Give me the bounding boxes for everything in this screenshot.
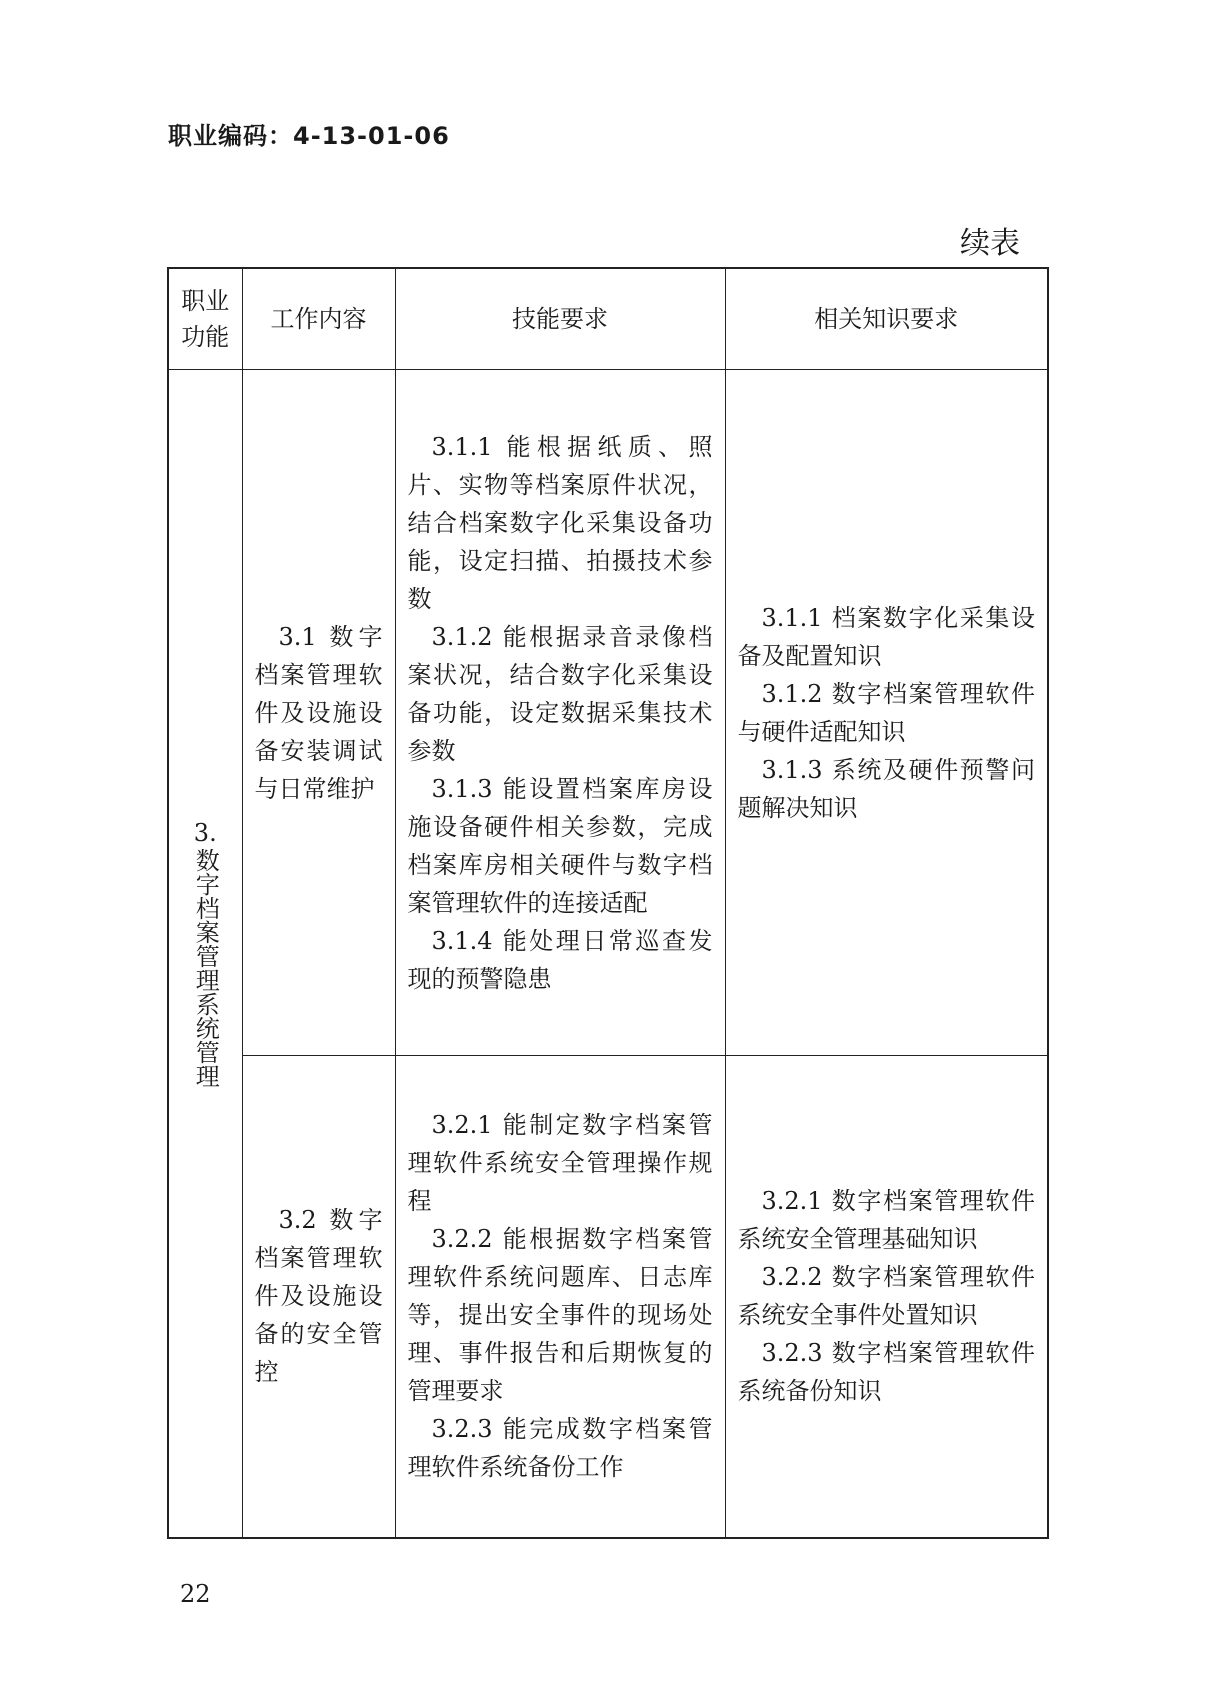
knowledge-item: 3.2.2 数字档案管理软件系统安全事件处置知识 — [737, 1263, 1035, 1330]
function-number: 3. — [193, 819, 217, 848]
continued-label: 续表 — [960, 226, 1020, 261]
work-content-cell — [242, 370, 395, 1056]
skill-item: 3.2.3 能完成数字档案管理软件系统备份工作 — [407, 1415, 713, 1482]
function-cell — [168, 370, 242, 1538]
skills-cell — [395, 1056, 725, 1538]
skills-cell — [395, 370, 725, 1056]
occupation-code: 职业编码：4-13-01-06 — [168, 122, 450, 150]
skill-item: 3.2.1 能制定数字档案管理软件系统安全管理操作规程 — [407, 1111, 713, 1216]
knowledge-item: 3.1.1 档案数字化采集设备及配置知识 — [737, 603, 1035, 670]
knowledge-item: 3.1.2 数字档案管理软件与硬件适配知识 — [737, 679, 1035, 746]
header-skill-requirements: 技能要求 — [395, 268, 725, 370]
knowledge-item: 3.1.3 系统及硬件预警问题解决知识 — [737, 755, 1035, 822]
work-content-cell — [242, 1056, 395, 1538]
skill-item: 3.1.4 能处理日常巡查发现的预警隐患 — [407, 926, 713, 993]
knowledge-item: 3.2.1 数字档案管理软件系统安全管理基础知识 — [737, 1187, 1035, 1254]
knowledge-cell — [725, 370, 1048, 1056]
skill-item: 3.1.3 能设置档案库房设施设备硬件相关参数，完成档案库房相关硬件与数字档案管理软件的连接适配 — [407, 774, 713, 917]
table-row — [168, 1056, 1048, 1538]
skill-item: 3.2.2 能根据数字档案管理软件系统问题库、日志库等，提出安全事件的现场处理、事件报告和后期恢复的管理要求 — [407, 1225, 713, 1406]
work-content-text: 3.1 数字档案管理软件及设施设备安装调试与日常维护 — [254, 622, 383, 803]
skill-item: 3.1.2 能根据录音录像档案状况，结合数字化采集设备功能，设定数据采集技术参数 — [407, 622, 713, 765]
page-number: 22 — [180, 1580, 211, 1608]
knowledge-item: 3.2.3 数字档案管理软件系统备份知识 — [737, 1339, 1035, 1406]
skill-item: 3.1.1 能根据纸质、照片、实物等档案原件状况，结合档案数字化采集设备功能，设定扫描、拍摄技术参数 — [407, 432, 713, 613]
table-header-row — [168, 268, 1048, 370]
header-knowledge-requirements: 相关知识要求 — [725, 268, 1048, 370]
table-row — [168, 370, 1048, 1056]
knowledge-cell — [725, 1056, 1048, 1538]
work-content-text: 3.2 数字档案管理软件及设施设备的安全管控 — [254, 1206, 383, 1387]
function-name: 数字档案管理系统管理 — [191, 848, 220, 1089]
skills-table — [167, 267, 1049, 1539]
header-work-content: 工作内容 — [242, 268, 395, 370]
header-function: 职业功能 — [168, 268, 242, 370]
